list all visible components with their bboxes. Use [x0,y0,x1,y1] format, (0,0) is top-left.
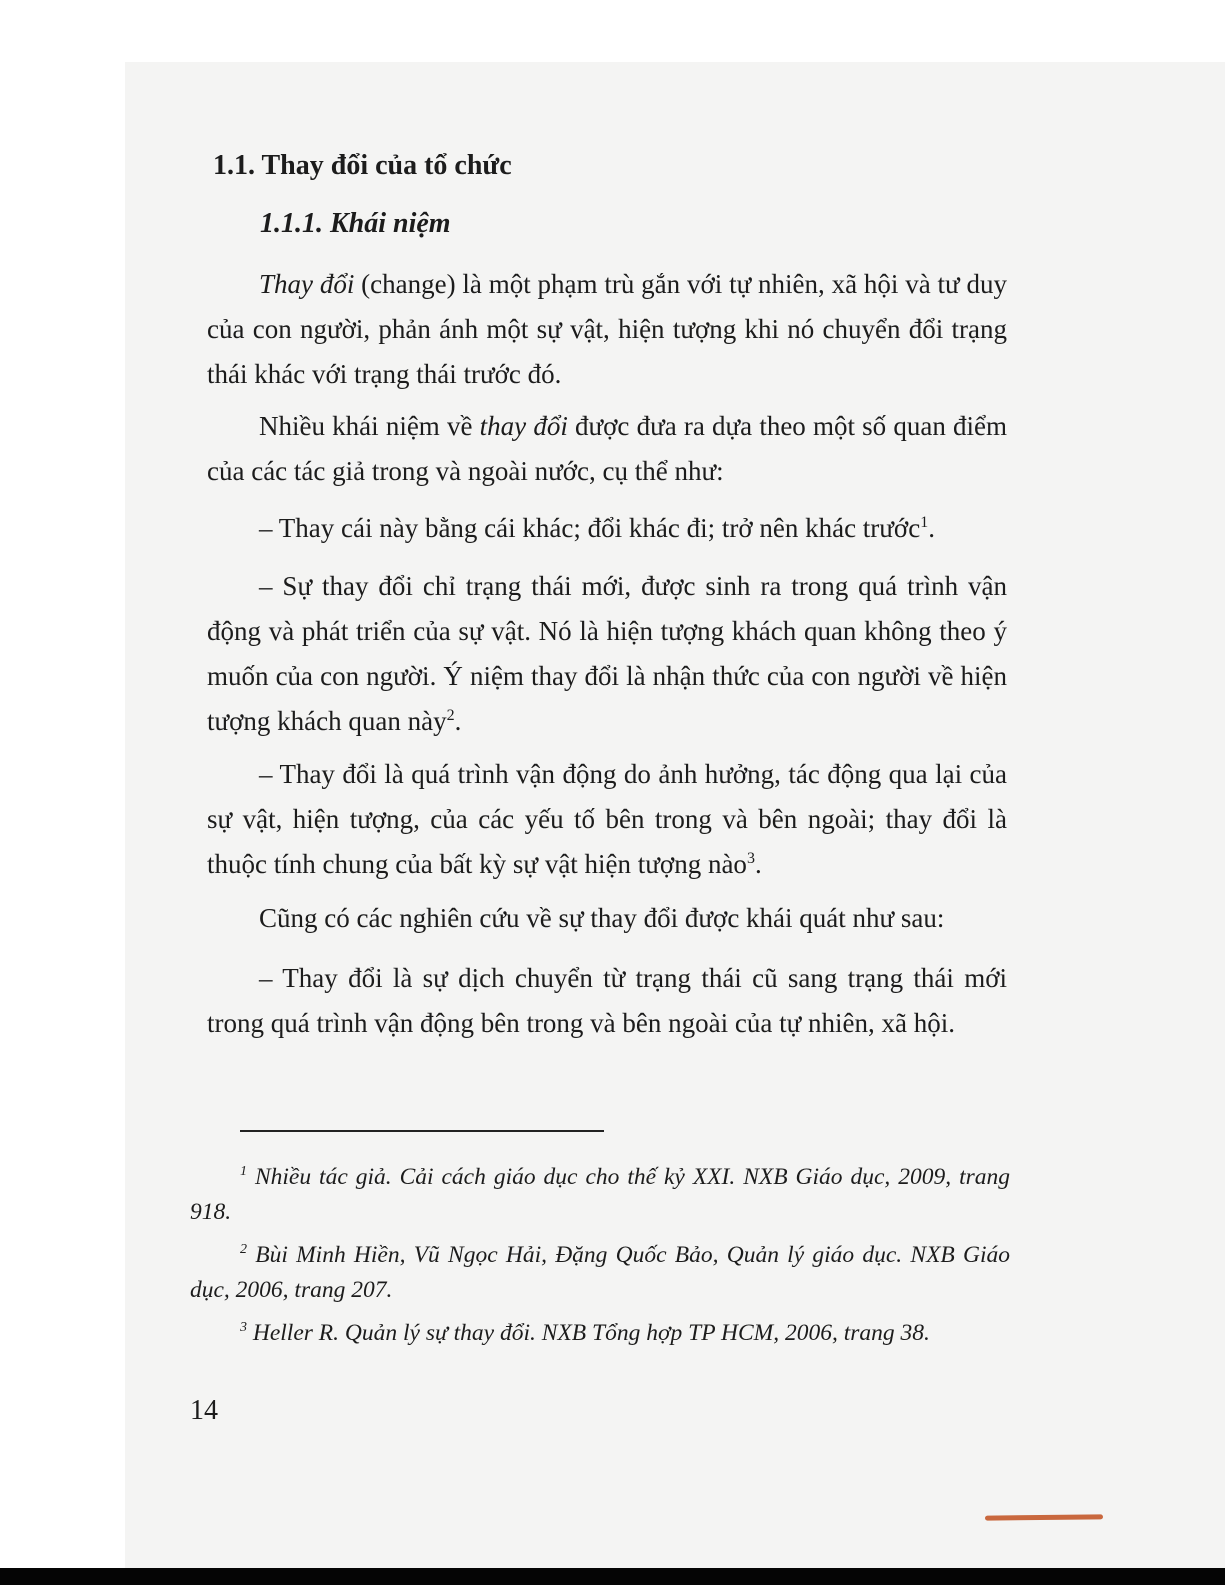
punctuation: . [754,849,762,879]
footnote [190,1160,1010,1230]
paragraph-text: – Thay đổi là quá trình vận động do ảnh hưởng, tác động qua lại của sự vật, hiện tượng, của các yếu tố bên trong và bên ngoài; thay đổi là thuộc tính chung của bất kỳ sự vật hiện tượng nào [207,759,1007,879]
paragraph-definition [207,262,1007,397]
paragraph-text: Nhiều khái niệm về [259,411,480,441]
paragraph-text: – Thay cái này bằng cái khác; đổi khác đi; trở nên khác trước [259,513,921,543]
paragraph-concepts-intro [207,404,1007,494]
subsection-title: 1.1.1. Khái niệm [260,208,451,239]
footnote-number: 2 [240,1242,247,1258]
footnote-ref: 1 [920,514,929,531]
paragraph-text: được đưa ra dựa theo một số quan điểm của các tác giả trong và ngoài nước, cụ thể như: [207,411,1007,486]
footnote-number: 3 [240,1320,247,1336]
paragraph-research-intro: Cũng có các nghiên cứu về sự thay đổi được khái quát như sau: [259,903,945,933]
page-number: 14 [190,1395,218,1426]
list-item [207,752,1007,887]
paragraph-text: – Sự thay đổi chỉ trạng thái mới, được sinh ra trong quá trình vận động và phát triển của sự vật. Nó là hiện tượng khách quan không theo ý muốn của con người. Ý niệm thay đổi là nhận thức của con người về hiện tượng khách quan này [207,571,1007,736]
section-title: 1.1. Thay đổi của tổ chức [213,150,512,181]
footnote-divider [240,1130,604,1132]
footnote [190,1316,1010,1351]
punctuation: . [454,706,462,736]
footnote-number: 1 [240,1164,247,1180]
list-item [207,564,1007,744]
footnote-ref: 2 [446,707,455,724]
scan-edge [0,1568,1225,1585]
paragraph-text: (change) là một phạm trù gắn với tự nhiên, xã hội và tư duy của con người, phản ánh một sự vật, hiện tượng khi nó chuyển đổi trạng thái khác với trạng thái trước đó. [207,269,1007,389]
term-thay-doi: Thay đổi [259,269,355,299]
footnote-ref: 3 [746,850,755,867]
list-item: – Thay đổi là sự dịch chuyển từ trạng thái cũ sang trạng thái mới trong quá trình vận động bên trong và bên ngoài của tự nhiên, xã hội. [207,963,1007,1038]
footnote [190,1238,1010,1308]
footnote-text: Nhiều tác giả. Cải cách giáo dục cho thế kỷ XXI. NXB Giáo dục, 2009, trang 918. [190,1164,1011,1225]
footnote-text: Bùi Minh Hiền, Vũ Ngọc Hải, Đặng Quốc Bảo, Quản lý giáo dục. NXB Giáo dục, 2006, trang 207. [190,1242,1010,1303]
list-item [207,506,1007,551]
term-thay-doi: thay đổi [479,411,568,441]
punctuation: . [928,513,935,543]
footnote-text: Heller R. Quản lý sự thay đổi. NXB Tổng hợp TP HCM, 2006, trang 38. [252,1320,930,1346]
